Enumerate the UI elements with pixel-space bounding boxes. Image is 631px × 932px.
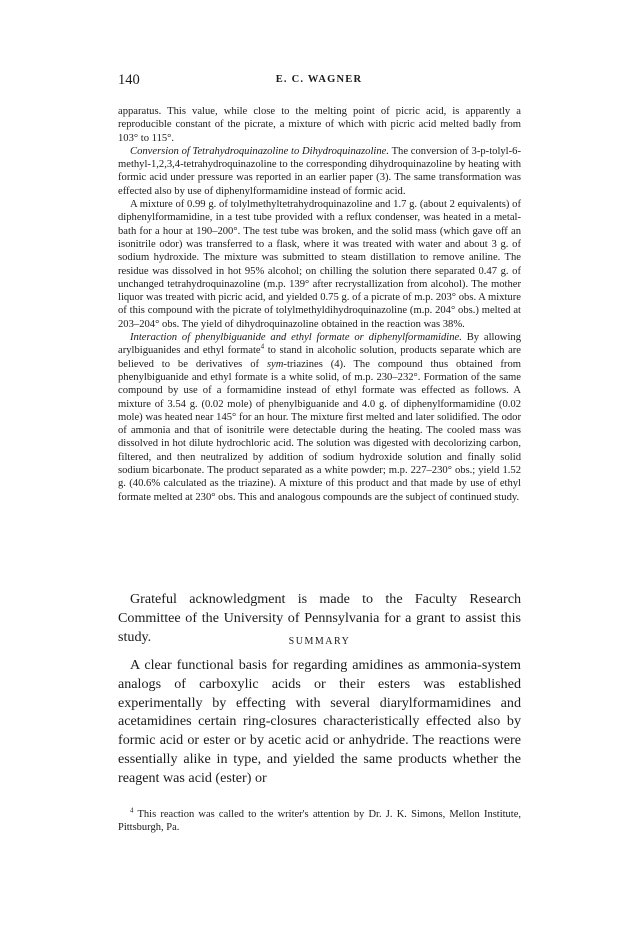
summary-heading: SUMMARY: [288, 636, 351, 647]
summary-block: [118, 656, 521, 788]
footnote-marker: 4: [130, 806, 134, 815]
section-title-interaction: Interaction of phenylbiguanide and ethyl formate or diphenylformamidine.: [130, 332, 462, 344]
paragraph-conversion-text: The conversion of 3-p-tolyl-6-methyl-1,2,3,4-tetrahydroquinazoline to the corresponding dihydroquinazoline by heating with formic acid under pressure was reported in an earlier paper (3). The same transformation was effected also by use of diphenylformamidine instead of formic acid.: [118, 145, 521, 197]
page-header: [118, 72, 520, 88]
footnote-body: This reaction was called to the writer's attention by Dr. J. K. Simons, Mellon Institute, Pittsburgh, Pa.: [118, 809, 521, 834]
summary-text: A clear functional basis for regarding amidines as ammonia-system analogs of carboxylic acids or their esters was established experimentally by effecting with several diarylformamidines and acetamidines certain ring-closures characteristically effected also by formic acid or ester or by acetic acid or anhydride. The reactions were essentially alike in type, and yielded the same products whether the reagent was acid (ester) or: [118, 657, 521, 786]
paragraph-conversion: [118, 145, 521, 198]
page-number: 140: [118, 72, 140, 88]
section-title-conversion: Conversion of Tetrahydroquinazoline to Dihydroquinazoline.: [130, 145, 390, 157]
paragraph-interaction-text-c: -triazines (4). The compound thus obtained from phenylbiguanide and ethyl formate is a white solid, of m.p. 230–232°. Formation of the same compound by use of a formamidine instead of ethyl formate was effected as follows. A mixture of 3.54 g. (0.02 mole) of phenylbiguanide and 4.0 g. of diphenylformamidine (0.02 mole) was heated near 145° for an hour. The mixture first melted and later solidified. The odor of ammonia and that of isonitrile were detectable during the heating. The cooled mass was dissolved in hot dilute hydrochloric acid. The solution was digested with decolorizing carbon, filtered, and then neutralized by addition of sodium hydroxide solution and finally solid sodium bicarbonate. The product separated as a white powder; m.p. 227–230° obs.; yield 1.52 g. (40.6% calculated as the triazine). A mixture of this product and that made by use of ethyl formate melted at 230° obs. This and analogous compounds are the subject of continued study.: [118, 358, 521, 503]
footnote-text: [118, 808, 521, 835]
paragraph-interaction: [118, 331, 521, 504]
footnote-block: [118, 808, 521, 835]
paragraph-interaction-text-a: By allowing arylbiguanides and ethyl formate: [118, 332, 521, 357]
acknowledgment-text: Grateful acknowledgment is made to the Faculty Research Committee of the University of Pennsylvania for a grant to assist this study.: [118, 591, 521, 645]
paragraph-picrate-note: apparatus. This value, while close to the melting point of picric acid, is apparently a reproducible constant of the picrate, a mixture of which with picric acid melted badly from 103° to 115°.: [118, 106, 521, 144]
sym-italic: sym: [266, 358, 284, 370]
experimental-text: [118, 105, 521, 504]
paragraph-procedure: A mixture of 0.99 g. of tolylmethyltetrahydroquinazoline and 1.7 g. (about 2 equivalents) of diphenylformamidine, in a test tube provided with a reflux condenser, was heated in a metal-bath for a hour at 190–200°. The test tube was broken, and the solid mass (which gave off an isonitrile odor) was transferred to a flask, where it was treated with water and about 3 g. of sodium hydroxide. The mixture was submitted to steam distillation to remove aniline. The residue was dissolved in hot 95% alcohol; on chilling the solution there separated 0.47 g. of unchanged tetrahydroquinazoline (m.p. 139° after recrystallization from alcohol). The mother liquor was treated with picric acid, and yielded 0.75 g. of a picrate of m.p. 203° obs. A mixture of this compound with the picrate of tolylmethyldihydroquinazoline (m.p. 204° obs.) melted at 203–204° obs. The yield of dihydroquinazoline obtained in the reaction was 38%.: [118, 199, 521, 330]
paragraph-interaction-text-b: to stand in alcoholic solution, products separate which are believed to be derivatives of: [118, 345, 522, 370]
running-head-author: E. C. WAGNER: [275, 74, 363, 85]
footnote-reference: 4: [260, 342, 265, 351]
